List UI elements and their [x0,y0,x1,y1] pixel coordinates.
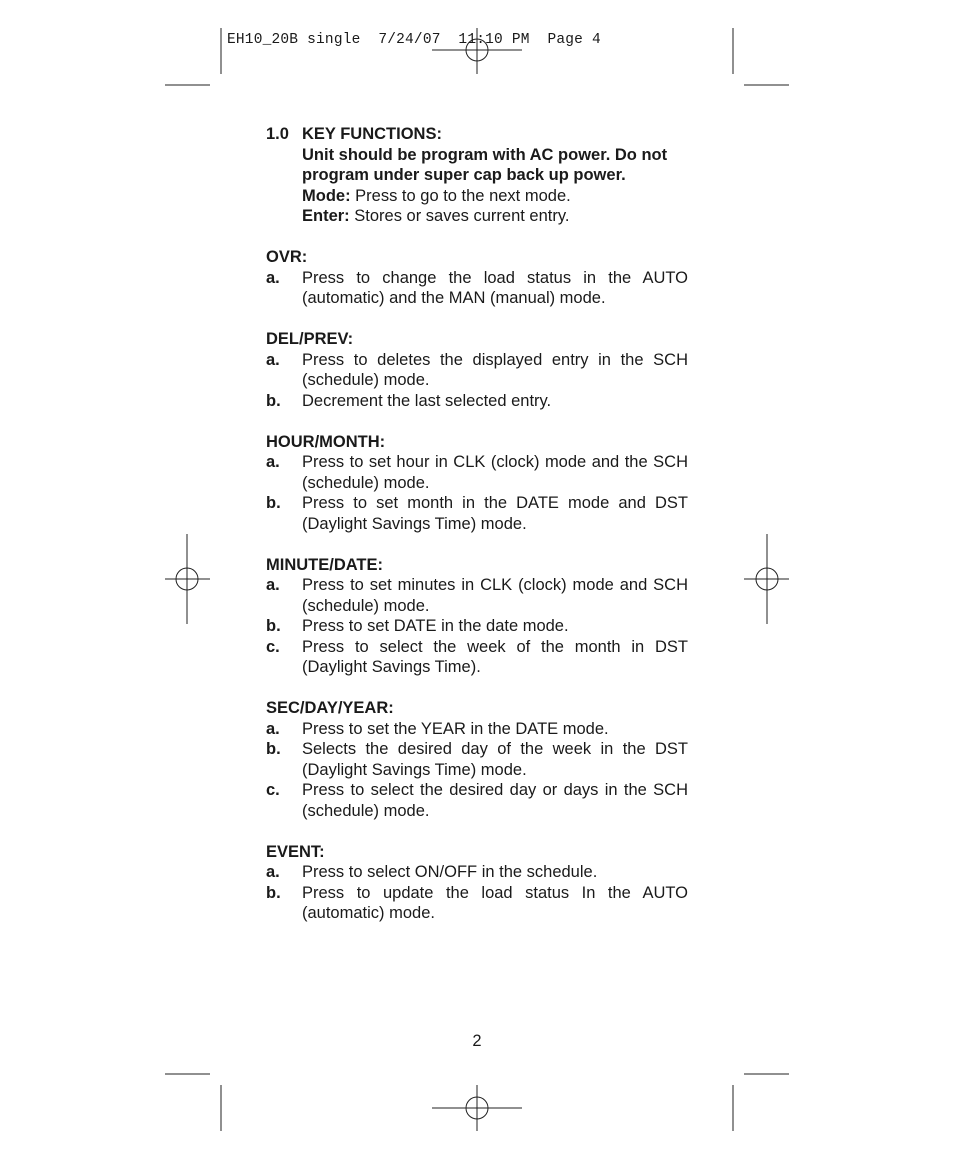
enter-text: Stores or saves current entry. [349,207,570,225]
key-heading: HOUR/MONTH: [266,432,386,451]
enter-description [302,206,688,227]
item-letter: a. [266,863,280,881]
key-functions-section [266,124,688,924]
key-item [266,616,688,637]
item-letter: a. [266,719,280,738]
power-warning: Unit should be program with AC power. Do not program under super cap back up power. [302,145,668,184]
enter-label: Enter: [302,207,350,225]
item-letter: b. [266,740,281,758]
item-text: Press to set the YEAR in the DATE mode. [302,719,609,738]
item-text: Press to change the load status in the AUTO (automatic) and the MAN (manual) mode. [302,268,688,307]
key-heading: DEL/PREV: [266,330,354,348]
key-heading: EVENT: [266,842,325,861]
item-letter: a. [266,453,280,471]
item-text: Press to deletes the displayed entry in the SCH (schedule) mode. [302,350,688,389]
section-heading [266,124,688,145]
item-letter: b. [266,494,281,512]
item-text: Press to update the load status In the AUTO (automatic) mode. [302,883,688,922]
key-item [266,575,688,616]
key-item [266,719,688,740]
item-letter: b. [266,883,281,902]
key-groups [266,247,688,924]
page-number: 2 [472,1032,482,1050]
key-item [266,780,688,821]
item-text: Press to select ON/OFF in the schedule. [302,863,598,881]
mode-description [302,186,688,207]
key-item [266,493,688,534]
item-letter: c. [266,637,280,656]
key-heading: OVR: [266,248,308,266]
item-letter: b. [266,617,281,635]
key-heading: SEC/DAY/YEAR: [266,699,394,717]
key-item [266,452,688,493]
key-item [266,739,688,780]
key-item [266,883,688,924]
item-text: Press to set DATE in the date mode. [302,617,569,635]
item-letter: a. [266,268,280,287]
key-item [266,268,688,309]
key-item [266,862,688,883]
section-number: 1.0 [266,125,289,143]
section-title: KEY FUNCTIONS: [302,125,442,143]
key-item [266,350,688,391]
item-text: Press to set month in the DATE mode and DST (Daylight Savings Time) mode. [302,494,688,533]
mode-text: Press to go to the next mode. [350,186,571,205]
item-text: Press to select the desired day or days in the SCH (schedule) mode. [302,781,688,820]
print-slug-line: EH10_20B single 7/24/07 11:10 PM Page 4 [227,32,601,48]
item-letter: a. [266,576,280,594]
item-text: Decrement the last selected entry. [302,391,552,410]
key-item [266,637,688,678]
item-letter: a. [266,350,280,369]
item-text: Press to set hour in CLK (clock) mode and the SCH (schedule) mode. [302,453,688,492]
item-letter: c. [266,781,280,799]
mode-label: Mode: [302,186,351,205]
key-heading: MINUTE/DATE: [266,555,384,574]
key-item [266,391,688,412]
item-text: Selects the desired day of the week in the DST (Daylight Savings Time) mode. [302,740,688,779]
item-text: Press to select the week of the month in DST (Daylight Savings Time). [302,637,688,676]
item-text: Press to set minutes in CLK (clock) mode and SCH (schedule) mode. [302,576,688,615]
item-letter: b. [266,391,281,410]
